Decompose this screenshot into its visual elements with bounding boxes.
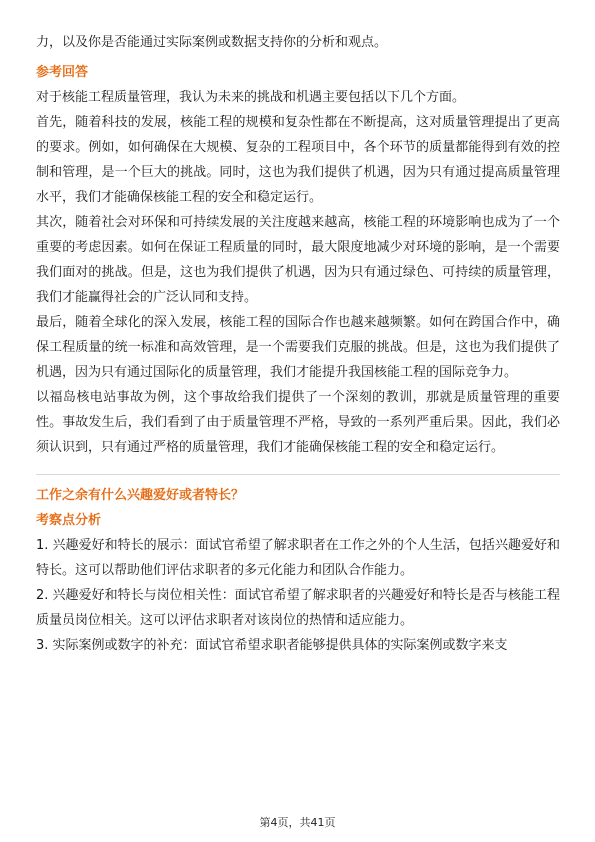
answer-paragraph: 以福岛核电站事故为例，这个事故给我们提供了一个深刻的教训，那就是质量管理的重要性。事故发生后，我们看到了由于质量管理不严格，导致的一系列严重后果。因此，我们必须认识到，只有通过严格的质量管理，我们才能确保核能工程的安全和稳定运行。 (36, 390, 560, 455)
answer-paragraph: 对于核能工程质量管理，我认为未来的挑战和机遇主要包括以下几个方面。 (36, 90, 466, 105)
page-footer (0, 816, 595, 830)
analysis-heading: 考察点分析 (36, 513, 102, 528)
analysis-point: 2. 兴趣爱好和特长与岗位相关性：面试官希望了解求职者的兴趣爱好和特长是否与核能工程质量员岗位相关。这可以评估求职者对该岗位的热情和适应能力。 (36, 588, 560, 628)
page-number: 第4页，共41页 (259, 816, 336, 829)
answer-paragraph: 首先，随着科技的发展，核能工程的规模和复杂性都在不断提高，这对质量管理提出了更高的要求。例如，如何确保在大规模、复杂的工程项目中，各个环节的质量都能得到有效的控制和管理，是一个巨大的挑战。同时，这也为我们提供了机遇，因为只有通过提高质量管理水平，我们才能确保核能工程的安全和稳定运行。 (36, 115, 560, 205)
reference-answer-heading: 参考回答 (36, 65, 89, 80)
document-body (36, 30, 560, 658)
lead-text: 力，以及你是否能通过实际案例或数据支持你的分析和观点。 (36, 35, 388, 50)
analysis-point: 3. 实际案例或数字的补充：面试官希望求职者能够提供具体的实际案例或数字来支 (36, 638, 508, 653)
answer-paragraph: 最后，随着全球化的深入发展，核能工程的国际合作也越来越频繁。如何在跨国合作中，确保工程质量的统一标准和高效管理，是一个需要我们克服的挑战。但是，这也为我们提供了机遇，因为只有通过国际化的质量管理，我们才能提升我国核能工程的国际竞争力。 (36, 315, 560, 380)
section-divider (36, 474, 560, 475)
question-title: 工作之余有什么兴趣爱好或者特长？ (36, 488, 245, 503)
answer-paragraph: 其次，随着社会对环保和可持续发展的关注度越来越高，核能工程的环境影响也成为了一个重要的考虑因素。如何在保证工程质量的同时，最大限度地减少对环境的影响，是一个需要我们面对的挑战。但是，这也为我们提供了机遇，因为只有通过绿色、可持续的质量管理，我们才能赢得社会的广泛认同和支持。 (36, 215, 560, 305)
analysis-point: 1. 兴趣爱好和特长的展示：面试官希望了解求职者在工作之外的个人生活，包括兴趣爱好和特长。这可以帮助他们评估求职者的多元化能力和团队合作能力。 (36, 538, 560, 578)
